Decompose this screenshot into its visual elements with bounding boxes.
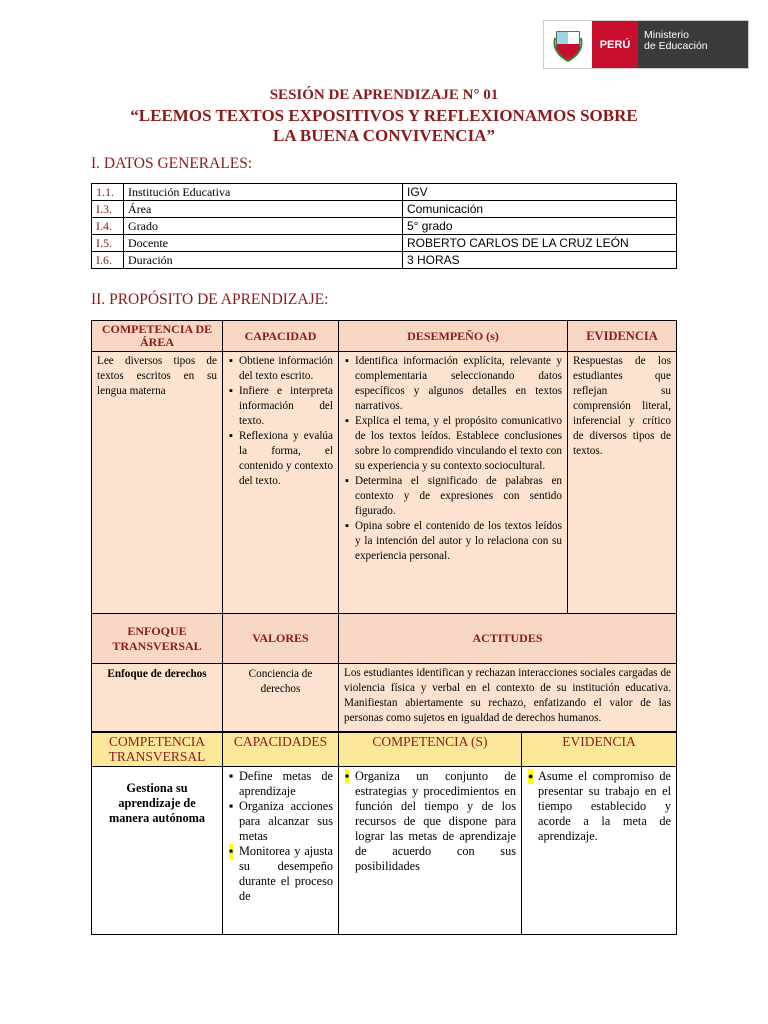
general-data-table [91, 183, 677, 269]
peru-label: PERÚ [592, 21, 638, 68]
values-text: Conciencia de derechos [223, 664, 339, 732]
transversal-evidence [522, 767, 677, 935]
ministry-label: Ministerio de Educación [638, 21, 748, 68]
table-header-row: COMPETENCIA TRANSVERSAL CAPACIDADES COMPETENCIA (S) EVIDENCIA [92, 733, 677, 767]
performance-list [339, 352, 568, 614]
table-row: I.4. Grado 5° grado [92, 218, 677, 235]
table-header-row: COMPETENCIA DE ÁREA CAPACIDAD DESEMPEÑO (s) EVIDENCIA [92, 321, 677, 352]
table-header-row: ENFOQUE TRANSVERSAL VALORES ACTITUDES [92, 614, 677, 664]
list-item: ▪ Monitorea y ajusta su desempeño durante el proceso de [239, 844, 333, 904]
transversal-competence: Gestiona su aprendizaje de manera autónoma [92, 767, 223, 935]
section-general-data: I. DATOS GENERALES: [91, 155, 253, 172]
list-item: ▪ Organiza un conjunto de estrategias y procedimientos en función del tiempo y de los recursos de que dispone para lograr las metas de aprendizaje de acuerdo con sus posibilidades [355, 769, 516, 874]
coat-of-arms-icon [544, 21, 592, 68]
minedu-logo [543, 20, 749, 69]
list-item: ▪ Determina el significado de palabras en contexto y de expresiones con sentido figurado. [355, 474, 562, 519]
table-row: I.5. Docente ROBERTO CARLOS DE LA CRUZ LEÓN [92, 235, 677, 252]
list-item: ▪ Explica el tema, y el propósito comunicativo de los textos leídos. Establece conclusiones sobre lo comprendido vinculando el texto con su experiencia y su contexto sociocultural. [355, 414, 562, 474]
purpose-table [91, 320, 677, 732]
table-row: I.3. Área Comunicación [92, 201, 677, 218]
capacity-list [223, 352, 339, 614]
list-item: ▪ Identifica información explícita, relevante y complementaria seleccionando datos específicos y algunos detalles en textos narrativos. [355, 354, 562, 414]
area-competence: Lee diversos tipos de textos escritos en su lengua materna [92, 352, 223, 614]
list-item: ▪ Define metas de aprendizaje [239, 769, 333, 799]
transversal-table [91, 732, 677, 935]
list-item: ▪ Obtiene información del texto escrito. [239, 354, 333, 384]
table-row [92, 352, 677, 614]
table-row [92, 767, 677, 935]
session-subtitle: “LEEMOS TEXTOS EXPOSITIVOS Y REFLEXIONAMOS SOBRE LA BUENA CONVIVENCIA” [130, 106, 638, 145]
list-item: ▪ Organiza acciones para alcanzar sus metas [239, 799, 333, 844]
attitudes-text: Los estudiantes identifican y rechazan interacciones sociales cargadas de violencia física y verbal en el contexto de su institución educativa. Manifiestan abiertamente su rechazo, enfatizando el valor de las personas como sujetos en igualdad de derechos humanos. [339, 664, 677, 732]
transversal-performance [339, 767, 522, 935]
session-title: SESIÓN DE APRENDIZAJE N° 01 [269, 87, 499, 103]
approach-name: Enfoque de derechos [92, 664, 223, 732]
table-row [92, 664, 677, 732]
table-row: 1.1. Institución Educativa IGV [92, 184, 677, 201]
section-purpose: II. PROPÓSITO DE APRENDIZAJE: [91, 291, 329, 308]
evidence-text: Respuestas de los estudiantes que reflejan su comprensión literal, inferencial y crítico de diversos tipos de textos. [568, 352, 677, 614]
list-item: ▪ Opina sobre el contenido de los textos leídos y la intención del autor y lo relaciona con su experiencia personal. [355, 519, 562, 564]
table-row: I.6. Duración 3 HORAS [92, 252, 677, 269]
list-item: ● Asume el compromiso de presentar su trabajo en el tiempo establecido y acorde a la meta de aprendizaje. [538, 769, 671, 844]
transversal-capacity-list [223, 767, 339, 935]
list-item: ▪ Infiere e interpreta información del texto. [239, 384, 333, 429]
list-item: ▪ Reflexiona y evalúa la forma, el contenido y contexto del texto. [239, 429, 333, 489]
